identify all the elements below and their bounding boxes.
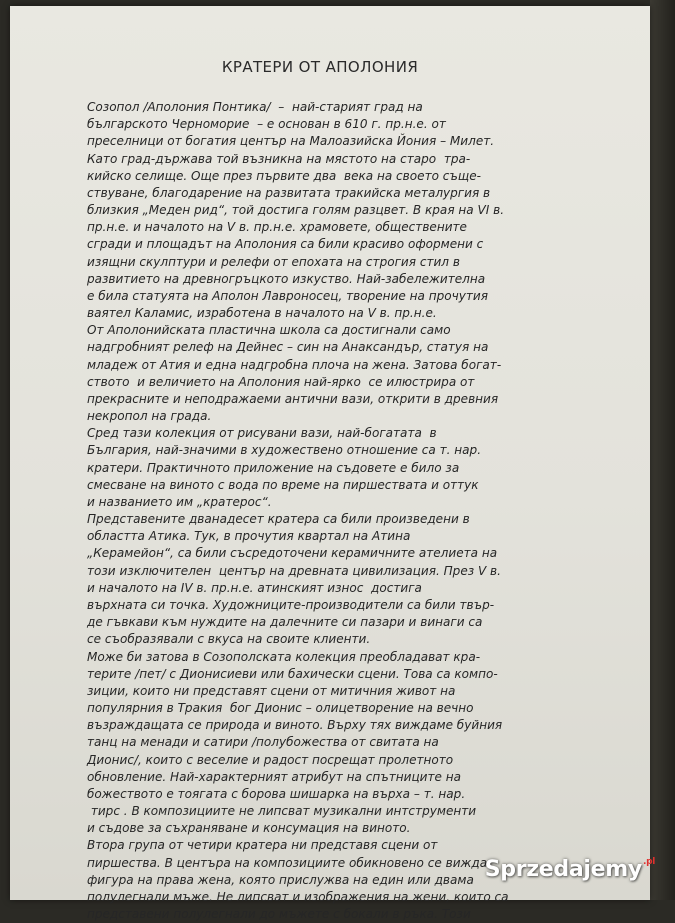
text-line: сгради и площадът на Аполония са били красиво оформени с <box>87 237 484 252</box>
document-page <box>10 6 650 922</box>
text-line: изящни скулптури и релефи от епохата на строгия стил в <box>87 254 460 269</box>
text-line: преселници от богатия център на Малоазийска Йония – Милет. <box>87 134 495 149</box>
text-line: представени полулегнали до мъжете с бокали в ръка. Този <box>87 907 471 922</box>
background-surface <box>650 0 675 900</box>
text-line: От Аполонийската пластична школа са достигнали само <box>87 323 451 338</box>
text-line: прекрасните и неподражаеми антични вази, открити в древния <box>87 391 499 406</box>
text-line: де гъвкави към нуждите на далечните си пазари и винаги са <box>87 615 483 630</box>
text-line: и началото на IV в. пр.н.е. атинският износ достига <box>87 580 422 595</box>
text-line: зиции, които ни представят сцени от митичния живот на <box>87 683 456 698</box>
text-line: ствуване, благодарение на развитата тракийска металургия в <box>87 185 491 200</box>
text-line: „Керамейон“, са били съсредоточени керамичните ателиета на <box>87 546 498 561</box>
text-line: върхната си точка. Художниците-производители са били твър- <box>87 597 495 612</box>
text-line: пр.н.е. и началото на V в. пр.н.е. храмовете, обществените <box>87 220 467 235</box>
watermark-text: Sprzedajemy <box>484 857 642 882</box>
text-line: Дионис/, които с веселие и радост посрещат пролетното <box>87 752 454 767</box>
document-title: КРАТЕРИ ОТ АПОЛОНИЯ <box>221 58 419 76</box>
text-line: развитието на древногръцкото изкуство. Най-забележителна <box>87 271 486 286</box>
text-line: ваятел Каламис, изработена в началото на V в. пр.н.е. <box>87 306 437 321</box>
text-line: терите /пет/ с Дионисиеви или бахически сцени. Това са компо- <box>87 666 498 681</box>
text-line: ството и величието на Аполония най-ярко се илюстрира от <box>87 374 475 389</box>
watermark-suffix: .pl <box>642 857 655 867</box>
text-line: надгробният релеф на Дейнес – син на Анаксандър, статуя на <box>87 340 489 355</box>
text-line: популярния в Тракия бог Дионис – олицетворение на вечно <box>87 701 474 716</box>
text-line: смесване на виното с вода по време на пиршествата и оттук <box>87 477 479 492</box>
text-line: фигура на права жена, която прислужва на един или двама <box>87 872 474 887</box>
text-line: и съдове за съхраняване и консумация на виното. <box>87 821 411 836</box>
text-line: българското Черноморие – е основан в 610 г. пр.н.е. от <box>87 117 446 132</box>
text-line: пиршества. В центъра на композициите обикновено се вижда <box>87 855 488 870</box>
text-line: Представените дванадесет кратера са били произведени в <box>87 512 470 527</box>
text-line: Втора група от четири кратера ни представя сцени от <box>87 838 438 853</box>
text-line: тирс . В композициите не липсват музикални интструменти <box>87 804 477 819</box>
text-line: Като град-държава той възникна на мястото на старо тра- <box>87 151 471 166</box>
text-line: обновление. Най-характерният атрибут на спътниците на <box>87 769 462 784</box>
text-line: и названието им „кратерос“. <box>87 494 272 509</box>
text-line: България, най-значими в художествено отношение са т. нар. <box>87 443 482 458</box>
text-line: се съобразявали с вкуса на своите клиенти. <box>87 632 371 647</box>
text-line: некропол на града. <box>87 409 212 424</box>
text-line: областта Атика. Тук, в прочутия квартал на Атина <box>87 529 411 544</box>
text-line: танц на менади и сатири /полубожества от свитата на <box>87 735 439 750</box>
text-line: кийско селище. Още през първите два века на своето съще- <box>87 168 482 183</box>
text-line: кратери. Практичното приложение на съдовете е било за <box>87 460 460 475</box>
text-line: полулегнали мъже. Не липсват и изображения на жени, които са <box>87 889 509 904</box>
sprzedajemy-watermark <box>485 857 655 882</box>
document-body <box>87 99 607 923</box>
text-line: този изключителен център на древната цивилизация. През V в. <box>87 563 501 578</box>
text-line: е била статуята на Аполон Лавроносец, творение на прочутия <box>87 288 488 303</box>
text-line: Сред тази колекция от рисувани вази, най-богатата в <box>87 426 437 441</box>
text-line: Созопол /Аполония Понтика/ – най-старият град на <box>87 100 423 114</box>
text-line: младеж от Атия и една надгробна плоча на жена. Затова богат- <box>87 357 502 372</box>
text-line: възраждащата се природа и виното. Върху тях виждаме буйния <box>87 718 503 733</box>
text-line: близкия „Меден рид“, той достига голям разцвет. В края на VI в. <box>87 203 505 218</box>
text-line: Може би затова в Созополската колекция преобладават кра- <box>87 649 481 664</box>
text-line: божеството е тоягата с борова шишарка на върха – т. нар. <box>87 786 466 801</box>
